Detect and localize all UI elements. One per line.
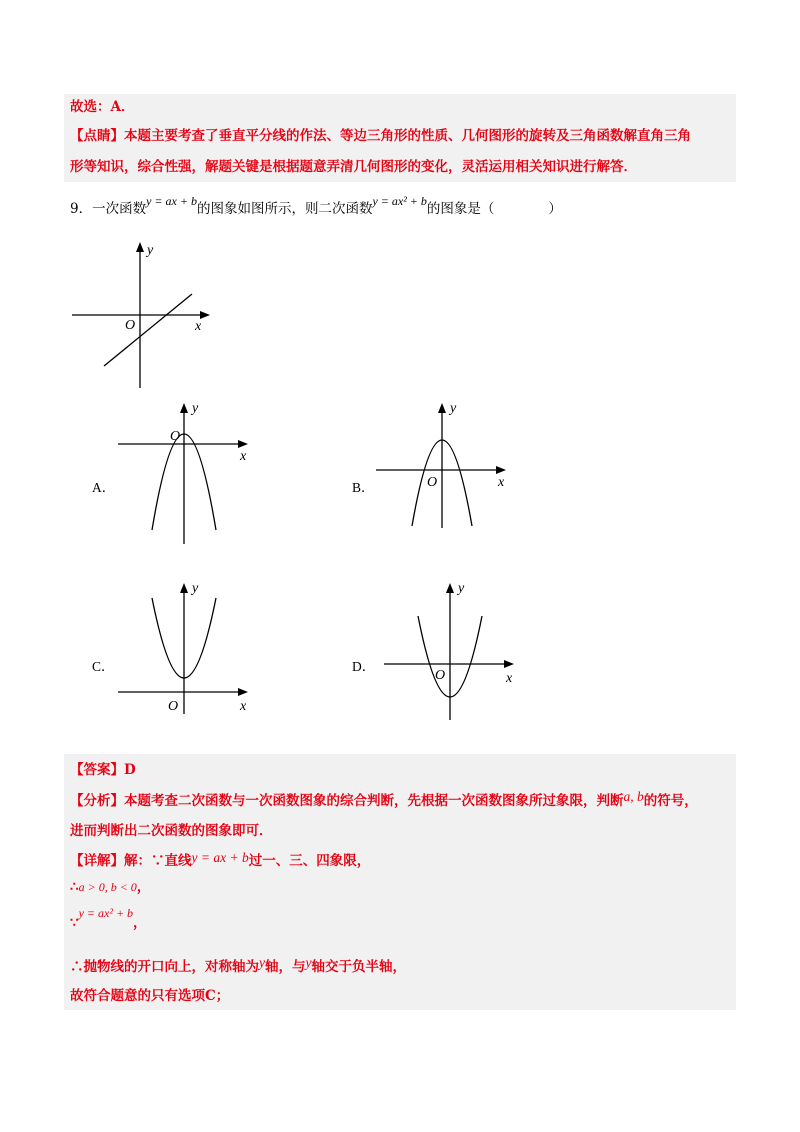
comment-line-2: 形等知识，综合性强，解题关键是根据题意弄清几何图形的变化，灵活运用相关知识进行解答．: [70, 159, 637, 175]
answer-value: D: [124, 762, 136, 778]
question-number: 9．: [70, 201, 93, 217]
option-c-x-label: x: [240, 699, 247, 714]
detail-text-a: 解：∵直线: [124, 853, 192, 869]
option-b-graph: [370, 398, 520, 533]
conclusion-text-a: ∴抛物线的开口向上，对称轴为: [70, 959, 259, 975]
option-d-y-label: y: [458, 581, 465, 596]
analysis-text-a: 本题考查二次函数与一次函数图象的综合判断，先根据一次函数图象所过象限，判断: [124, 793, 624, 809]
conclusion-text-c: 轴交于负半轴，: [311, 959, 406, 975]
therefore-symbol: ∴: [70, 879, 79, 895]
option-a-label: A．: [92, 480, 116, 495]
therefore-line: [70, 876, 150, 898]
option-c-label: C．: [92, 659, 115, 674]
option-d-x-label: x: [506, 671, 513, 686]
option-a-graph: [112, 398, 262, 548]
answer-tag: 【答案】: [70, 762, 124, 778]
therefore-end: ，: [136, 879, 151, 895]
comment-line-1: [70, 125, 691, 147]
option-d-origin-label: O: [435, 668, 446, 683]
analysis-tag: 【分析】: [70, 793, 124, 809]
option-c-y-label: y: [192, 581, 199, 596]
comment-text-1: 本题主要考查了垂直平分线的作法、等边三角形的性质、几何图形的旋转及三角函数解直角三角: [124, 128, 691, 144]
option-a-x-label: x: [240, 449, 247, 464]
x-axis-label: x: [195, 319, 202, 334]
conclusion-y1: y: [259, 955, 265, 970]
option-b-origin-label: O: [427, 475, 438, 490]
comment-tag: 【点睛】: [70, 128, 124, 144]
y-axis-label: y: [147, 243, 154, 258]
option-c-graph: [112, 578, 262, 718]
because-end: ，: [133, 915, 147, 931]
because-expr: y = ax² + b: [78, 906, 134, 920]
conclusion-y2: y: [305, 955, 312, 970]
detail-text-b: 过一、三、四象限，: [248, 853, 371, 869]
detail-tag: 【详解】: [70, 853, 124, 869]
because-line: [70, 906, 147, 934]
detail-line: [70, 850, 370, 872]
option-a-y-label: y: [192, 401, 199, 416]
conclusion-line: [70, 956, 406, 978]
therefore-expr: a > 0, b < 0: [78, 880, 137, 894]
option-b-y-label: y: [450, 401, 457, 416]
question-text-a: 一次函数: [92, 201, 147, 217]
analysis-vars: a, b: [623, 789, 644, 804]
option-b-x-label: x: [498, 475, 505, 490]
conclusion-text-b: 轴，与: [265, 959, 306, 975]
analysis-line-1: [70, 790, 698, 812]
option-c-origin-label: O: [168, 699, 179, 714]
question-9: [70, 194, 562, 220]
analysis-text-b: 的符号，: [643, 793, 698, 809]
detail-expr: y = ax + b: [191, 850, 249, 865]
option-d-graph: [378, 578, 528, 723]
quadratic-function-expr: y = ax² + b: [372, 194, 427, 208]
because-symbol: ∵: [70, 915, 79, 931]
option-b-label: B．: [352, 480, 375, 495]
answer-line: [70, 759, 136, 781]
option-a-origin-label: O: [170, 429, 181, 444]
question-text-b: 的图象如图所示，则二次函数: [196, 201, 373, 217]
final-line: 故符合题意的只有选项C；: [70, 988, 230, 1004]
analysis-line-2: 进而判断出二次函数的图象即可．: [70, 823, 273, 839]
origin-label: O: [125, 318, 136, 333]
previous-answer-line: 故选：A．: [70, 99, 135, 115]
linear-function-graph: [60, 238, 220, 393]
question-text-c: 的图象是（ ）: [426, 201, 562, 217]
linear-function-expr: y = ax + b: [146, 194, 197, 208]
option-d-label: D．: [352, 659, 376, 674]
